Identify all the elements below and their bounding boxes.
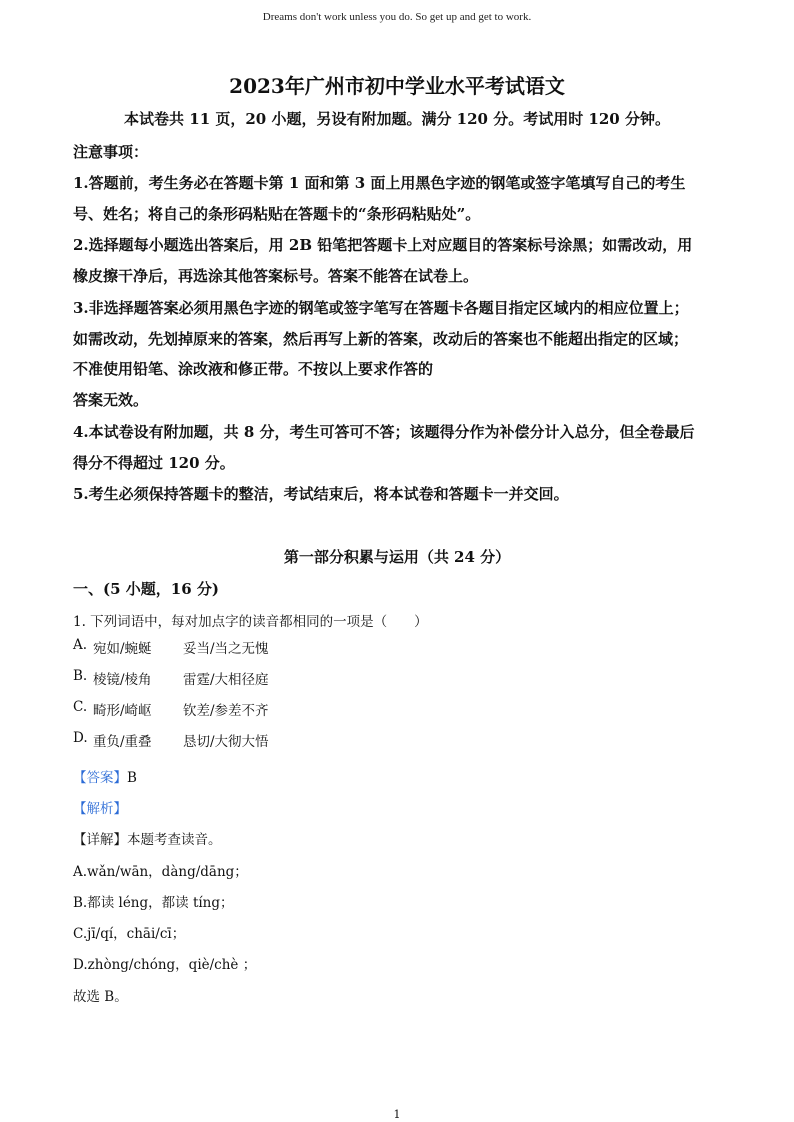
question-option — [73, 668, 393, 688]
header-motto: Dreams don't work unless you do. So get up and get to work. — [262, 11, 532, 23]
detail-conclusion: 故选 B。 — [73, 989, 128, 1005]
exam-intro: 本试卷共 11 页，20 小题，另设有附加题。满分 120 分。考试用时 120 分钟。 — [124, 110, 670, 128]
notice-line: 3.非选择题答案必须用黑色字迹的钢笔或签字笔写在答题卡各题目指定区域内的相应位置上； — [73, 299, 689, 317]
notice-line: 橡皮擦干净后，再选涂其他答案标号。答案不能答在试卷上。 — [73, 267, 479, 285]
option-word-1: 畸形/崎岖 — [93, 703, 152, 719]
option-letter: A. — [73, 637, 88, 653]
option-letter: D. — [73, 730, 88, 746]
notice-line: 得分不得超过 120 分。 — [73, 454, 235, 472]
question-option — [73, 730, 393, 750]
option-word-1: 棱镜/棱角 — [93, 672, 152, 688]
notice-heading: 注意事项： — [73, 143, 149, 161]
page-title: 2023年广州市初中学业水平考试语文 — [229, 74, 565, 98]
notice-line: 不准使用铅笔、涂改液和修正带。不按以上要求作答的 — [73, 360, 434, 378]
option-word-1: 宛如/蜿蜒 — [93, 641, 152, 657]
detail-line: C.jī/qí，chāi/cī； — [73, 926, 186, 942]
question-option — [73, 637, 393, 657]
analysis-tag: 【解析】 — [73, 801, 127, 817]
notice-line: 2.选择题每小题选出答案后，用 2B 铅笔把答题卡上对应题目的答案标号涂黑；如需改动，用 — [73, 236, 693, 254]
notice-line: 号、姓名；将自己的条形码粘贴在答题卡的“条形码粘贴处”。 — [73, 205, 481, 223]
notice-line: 5.考生必须保持答题卡的整洁，考试结束后，将本试卷和答题卡一并交回。 — [73, 485, 569, 503]
detail-line: B.都读 léng，都读 tíng； — [73, 895, 234, 911]
option-word-2: 钦差/参差不齐 — [183, 703, 269, 719]
option-letter: C. — [73, 699, 88, 715]
option-word-2: 恳切/大彻大悟 — [183, 734, 269, 750]
detail-line: A.wǎn/wān，dàng/dāng； — [73, 864, 248, 880]
part-title: 第一部分积累与运用（共 24 分） — [283, 548, 511, 566]
page-number: 1 — [393, 1108, 401, 1121]
notice-line: 答案无效。 — [73, 391, 149, 409]
option-word-2: 雷霆/大相径庭 — [183, 672, 269, 688]
answer-line — [73, 766, 137, 786]
question-stem: 1. 下列词语中，每对加点字的读音都相同的一项是（ ） — [73, 614, 428, 630]
question-option — [73, 699, 393, 719]
answer-tag: 【答案】 — [73, 770, 127, 786]
detail-line: D.zhòng/chóng，qiè/chè ； — [73, 957, 257, 973]
notice-line: 4.本试卷设有附加题，共 8 分，考生可答可不答；该题得分作为补偿分计入总分，但全卷最后 — [73, 423, 695, 441]
notice-line: 如需改动，先划掉原来的答案，然后再写上新的答案，改动后的答案也不能超出指定的区域； — [73, 330, 689, 348]
option-letter: B. — [73, 668, 88, 684]
notice-line: 1.答题前，考生务必在答题卡第 1 面和第 3 面上用黑色字迹的钢笔或签字笔填写自己的考生 — [73, 174, 686, 192]
option-word-1: 重负/重叠 — [93, 734, 152, 750]
section-title: 一、(5 小题，16 分) — [73, 580, 219, 598]
option-word-2: 妥当/当之无愧 — [183, 641, 269, 657]
detail-lead: 【详解】本题考查读音。 — [73, 832, 222, 848]
answer-value: B — [127, 770, 137, 786]
